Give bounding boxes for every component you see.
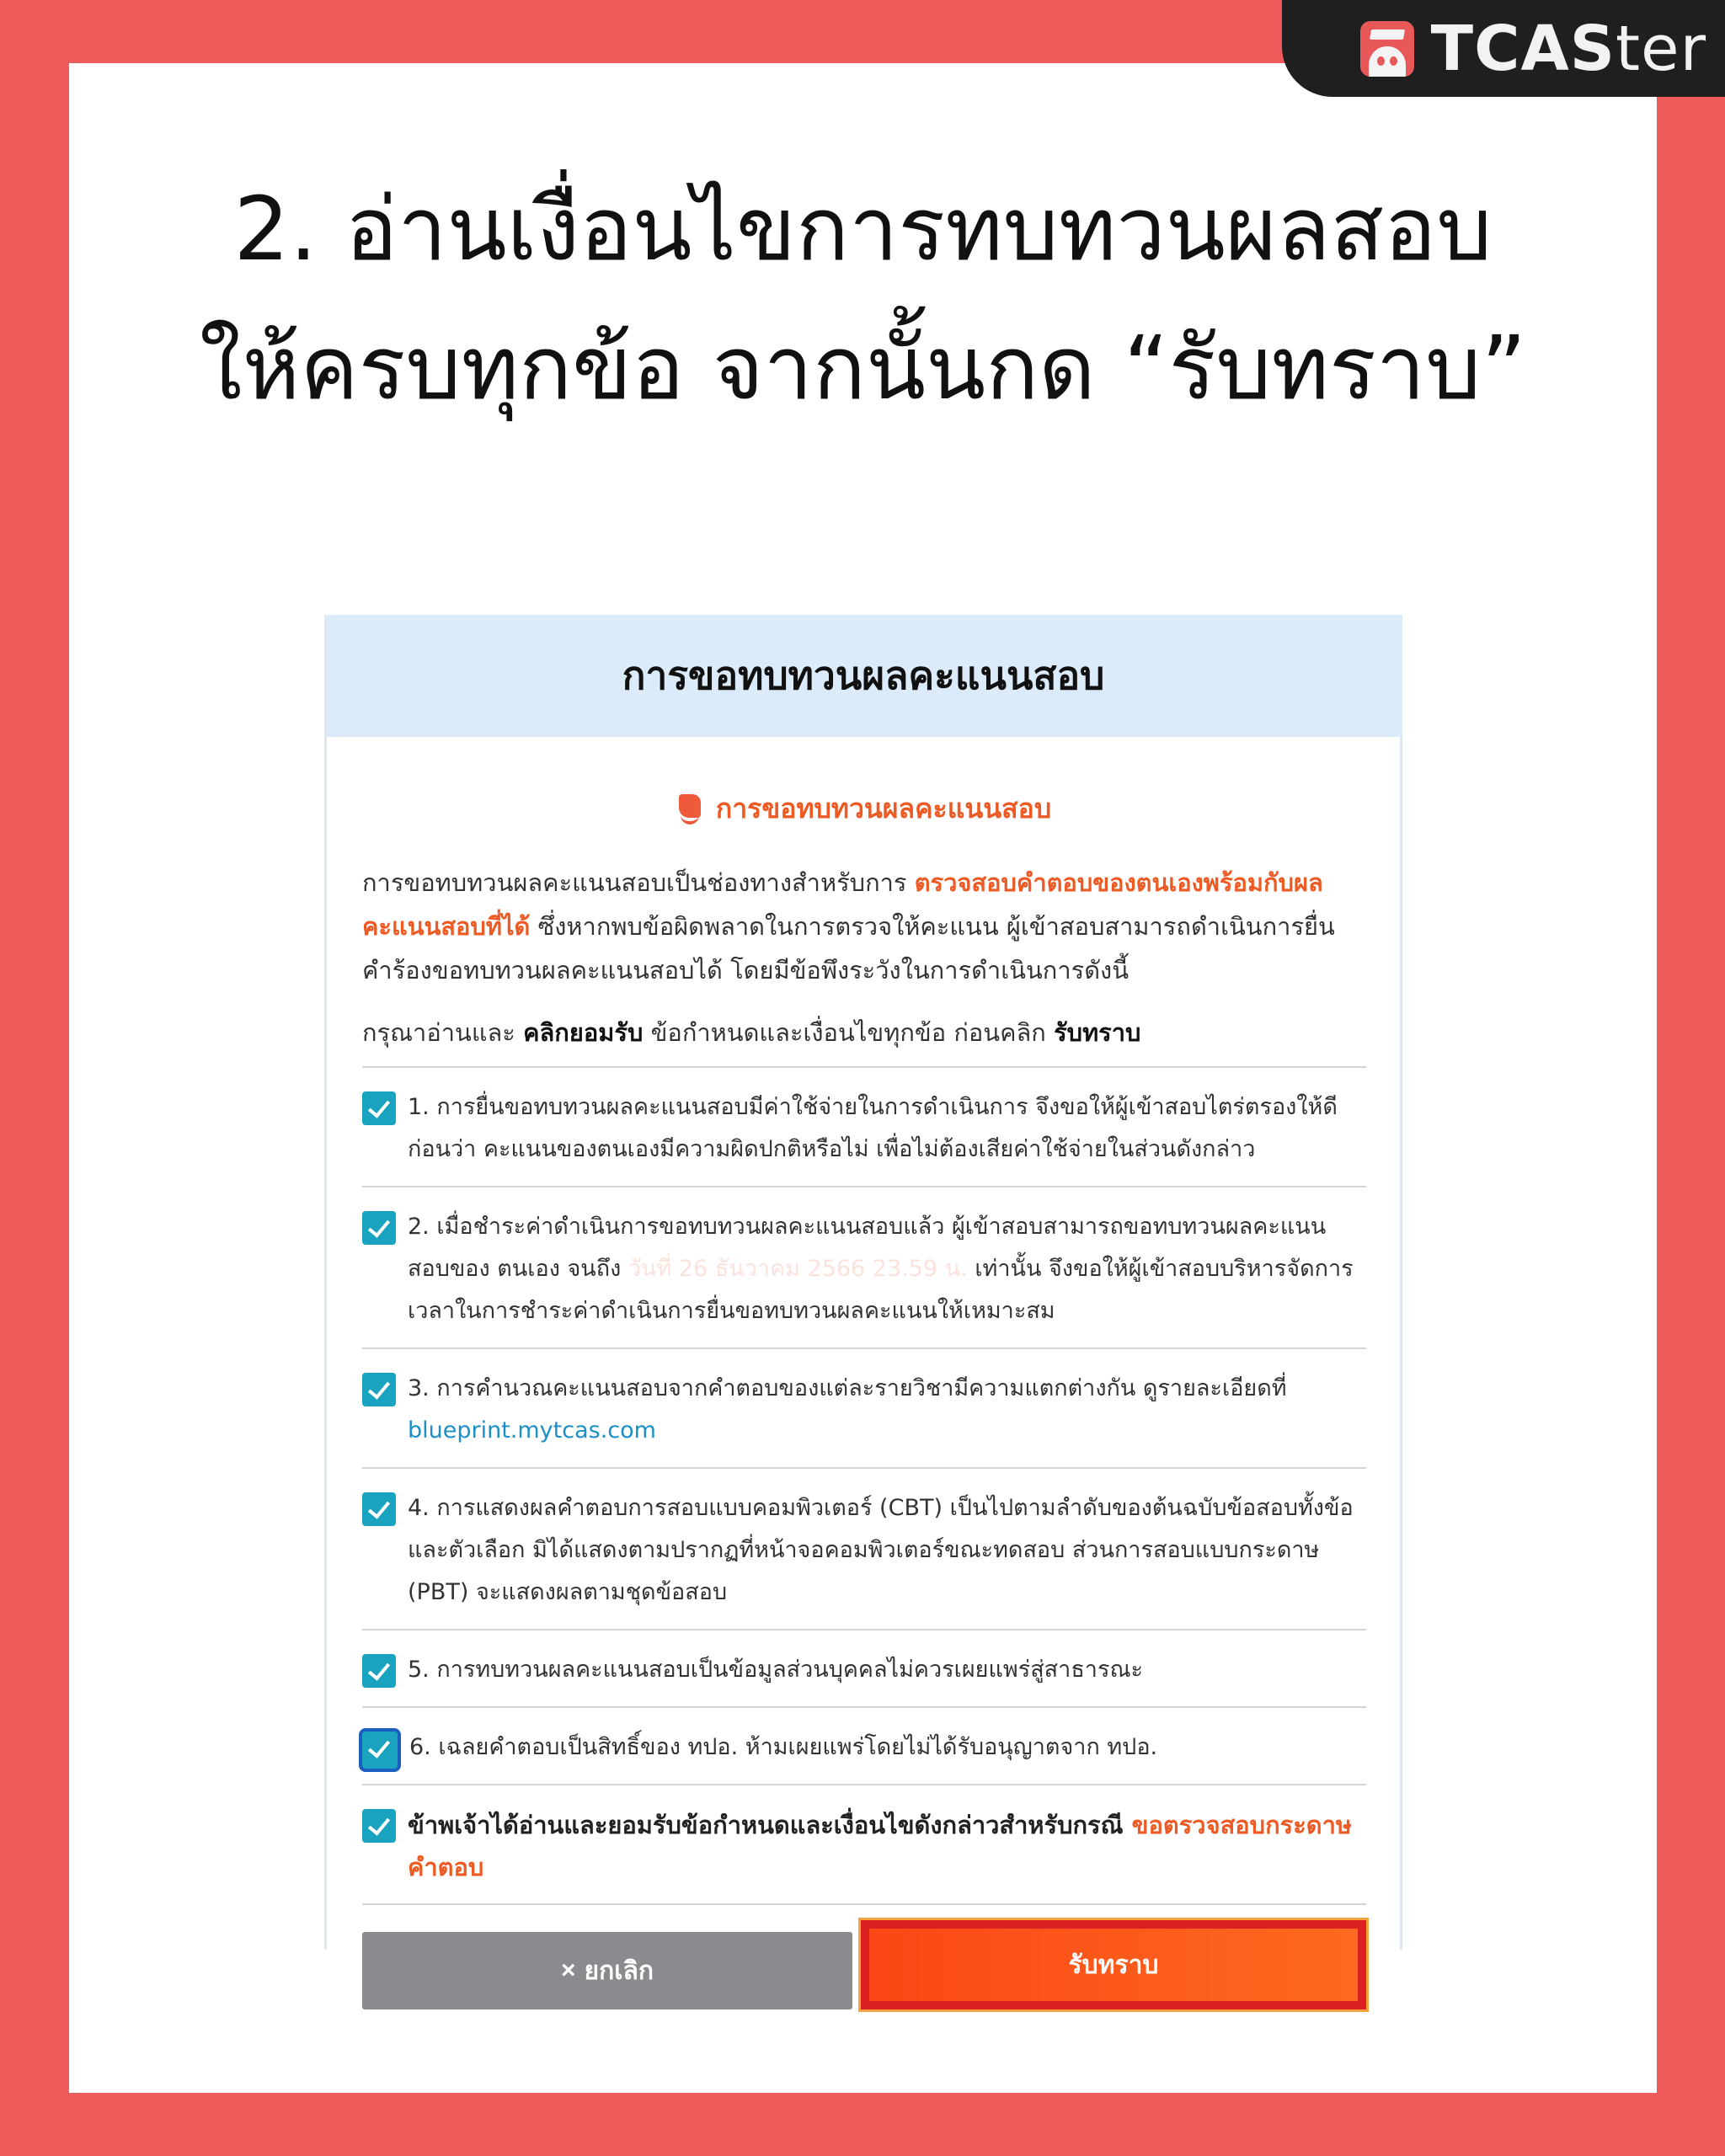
button-row <box>362 1920 1366 2009</box>
agreement-text <box>408 1804 1366 1888</box>
agreement-text-part: ข้าพเจ้าได้อ่านและยอมรับข้อกำหนดและเงื่อนไขดังกล่าวสำหรับกรณี <box>408 1811 1132 1839</box>
section-title-text: การขอทบทวนผลคะแนนสอบ <box>715 792 1052 825</box>
instruction-bold: รับทราบ <box>1054 1018 1141 1047</box>
checkbox-condition-3[interactable] <box>362 1373 396 1406</box>
condition-text <box>408 1206 1366 1332</box>
headline <box>69 160 1657 438</box>
condition-text: 5. การทบทวนผลคะแนนสอบเป็นข้อมูลส่วนบุคคลไม่ควรเผยแพร่สู่สาธารณะ <box>408 1657 1144 1683</box>
modal-header: การขอทบทวนผลคะแนนสอบ <box>324 615 1402 737</box>
intro-highlight: ตรวจสอบคำตอบของตนเองพร้อมกับผลคะแนนสอบที่ได้ <box>362 868 1323 941</box>
blueprint-link[interactable]: blueprint.mytcas.com <box>408 1417 656 1444</box>
condition-text: 4. การแสดงผลคำตอบการสอบแบบคอมพิวเตอร์ (CBT) เป็นไปตามลำดับของต้นฉบับข้อสอบทั้งข้อและตัวเลือก มิได้แสดงตามปรากฏที่หน้าจอคอมพิวเตอร์ขณะทดสอบ ส่วนการสอบแบบกระดาษ (PBT) จะแสดงผลตามชุดข้อสอบ <box>408 1495 1354 1605</box>
condition-text <box>408 1368 1287 1452</box>
document-icon <box>677 794 702 825</box>
cancel-label: ยกเลิก <box>584 1956 654 1985</box>
condition-text-part: 2. เมื่อชำระค่าดำเนินการขอทบทวนผลคะแนนสอบแล้ว ผู้เข้าสอบสามารถขอทบทวนผลคะแนนสอบของ ตนเอง จนถึง <box>408 1214 1327 1282</box>
condition-text: 6. เฉลยคำตอบเป็นสิทธิ์ของ ทปอ. ห้ามเผยแพร่โดยไม่ได้รับอนุญาตจาก ทปอ. <box>409 1734 1158 1760</box>
headline-line-1: 2. อ่านเงื่อนไขการทบทวนผลสอบ <box>233 178 1493 280</box>
checkbox-condition-2[interactable] <box>362 1211 396 1245</box>
instruction-text <box>362 1011 1366 1054</box>
instruction-bold: คลิกยอมรับ <box>523 1018 644 1047</box>
checkbox-condition-1[interactable] <box>362 1091 396 1125</box>
condition-item-4 <box>362 1469 1366 1630</box>
deadline-text: วันที่ 26 ธันวาคม 2566 23.59 น. <box>628 1256 968 1282</box>
condition-item-3 <box>362 1349 1366 1469</box>
acknowledge-button[interactable]: รับทราบ <box>861 1920 1366 2009</box>
condition-item-6 <box>362 1708 1366 1785</box>
intro-paragraph <box>362 861 1366 992</box>
checkbox-condition-4[interactable] <box>362 1492 396 1526</box>
instruction-part: กรุณาอ่านและ <box>362 1018 524 1047</box>
headline-line-2: ให้ครบทุกข้อ จากนั้นกด “รับทราบ” <box>199 317 1527 419</box>
cancel-button[interactable] <box>362 1932 852 2009</box>
brand-name: TCASter <box>1430 12 1706 85</box>
modal-body <box>324 737 1402 1985</box>
checkbox-condition-5[interactable] <box>362 1654 396 1688</box>
checkbox-agreement[interactable] <box>362 1809 396 1843</box>
condition-text: 1. การยื่นขอทบทวนผลคะแนนสอบมีค่าใช้จ่ายในการดำเนินการ จึงขอให้ผู้เข้าสอบไตร่ตรองให้ดีก่อนว่า คะแนนของตนเองมีความผิดปกติหรือไม่ เพื่อไม่ต้องเสียค่าใช้จ่ายในส่วนดังกล่าว <box>408 1094 1338 1162</box>
condition-item-1 <box>362 1068 1366 1187</box>
condition-item-2 <box>362 1187 1366 1349</box>
intro-text: การขอทบทวนผลคะแนนสอบเป็นช่องทางสำหรับการ <box>362 868 915 897</box>
condition-item-5 <box>362 1630 1366 1708</box>
agreement-item <box>362 1785 1366 1905</box>
checkbox-condition-6[interactable] <box>362 1732 398 1769</box>
close-icon: × <box>560 1956 576 1984</box>
brand-badge <box>1282 0 1725 97</box>
agreement-highlight: ขอตรวจสอบกระดาษคำตอบ <box>408 1811 1353 1881</box>
intro-text-cont: ซึ่งหากพบข้อผิดพลาดในการตรวจให้คะแนน ผู้เข้าสอบสามารถดำเนินการยื่นคำร้องขอทบทวนผลคะแนนสอบได้ โดยมีข้อพึงระวังในการดำเนินการดังนี้ <box>362 912 1335 985</box>
graduation-robot-icon <box>1360 21 1414 77</box>
review-request-modal <box>324 615 1402 1985</box>
condition-text-part: เท่านั้น จึงขอให้ผู้เข้าสอบบริหารจัดการเวลาในการชำระค่าดำเนินการยื่นขอทบทวนผลคะแนนให้เหมาะสม <box>408 1256 1354 1324</box>
section-title <box>362 787 1366 830</box>
instruction-part: ข้อกำหนดและเงื่อนไขทุกข้อ ก่อนคลิก <box>643 1018 1055 1047</box>
condition-text-part: 3. การคำนวณคะแนนสอบจากคำตอบของแต่ละรายวิชามีความแตกต่างกัน ดูรายละเอียดที่ <box>408 1375 1287 1401</box>
